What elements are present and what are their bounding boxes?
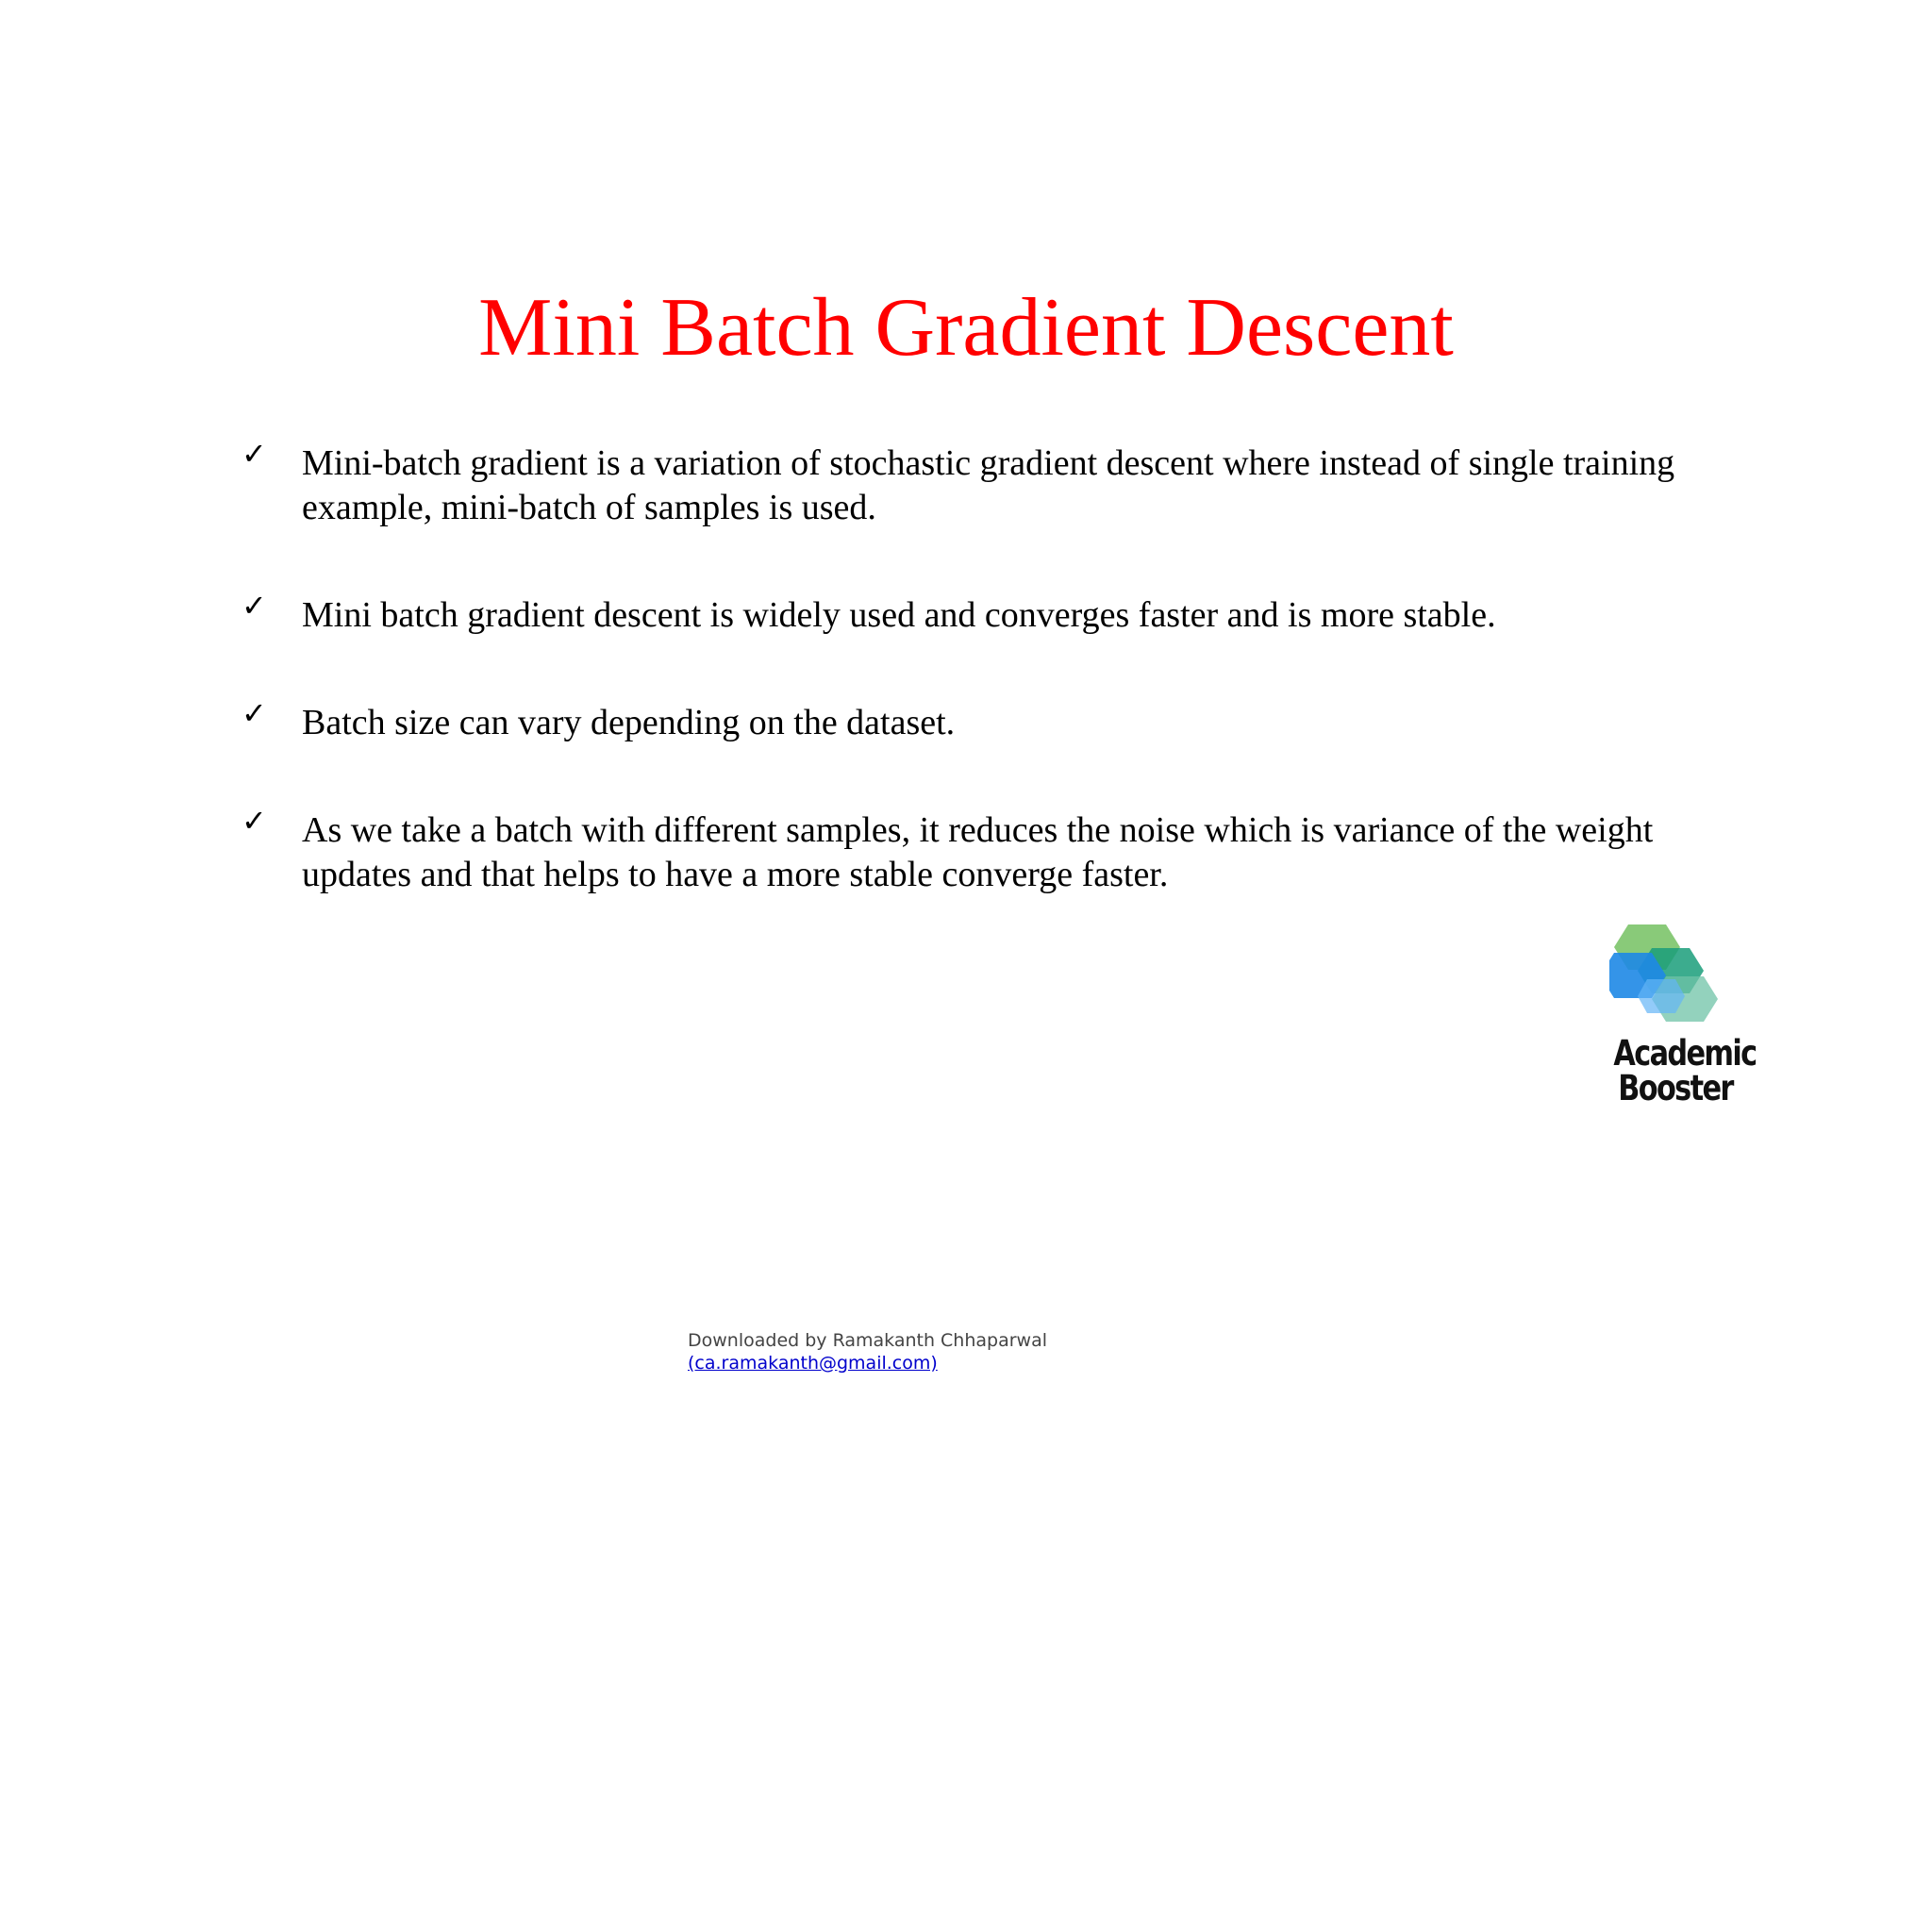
bullet-text: Batch size can vary depending on the dataset. — [302, 703, 956, 742]
checkmark-icon: ✓ — [242, 436, 267, 472]
list-item — [236, 695, 1745, 745]
list-item — [236, 588, 1745, 638]
bullet-list — [236, 436, 1745, 960]
checkmark-icon: ✓ — [242, 695, 267, 731]
logo-text — [1613, 1033, 1757, 1108]
bullet-text: Mini-batch gradient is a variation of stochastic gradient descent where instead of single training example, mini-batch of samples is used. — [302, 443, 1675, 527]
slide-title: Mini Batch Gradient Descent — [478, 282, 1454, 374]
checkmark-icon: ✓ — [242, 588, 267, 624]
logo-line-2: Booster — [1618, 1068, 1733, 1108]
academic-booster-logo — [1600, 924, 1757, 1113]
downloaded-by-text: Downloaded by Ramakanth Chhaparwal — [688, 1330, 1048, 1351]
list-item — [236, 803, 1745, 897]
hexagon-logo-icon — [1609, 924, 1741, 1028]
bullet-text: As we take a batch with different samples, it reduces the noise which is variance of the weight updates and that helps to have a more stable converge faster. — [302, 810, 1654, 894]
list-item — [236, 436, 1745, 530]
bullet-text: Mini batch gradient descent is widely used and converges faster and is more stable. — [302, 595, 1496, 635]
footer — [688, 1329, 1047, 1374]
logo-line-1: Academic — [1613, 1033, 1757, 1074]
checkmark-icon: ✓ — [242, 803, 267, 839]
email-link[interactable]: (ca.ramakanth@gmail.com) — [688, 1353, 938, 1374]
